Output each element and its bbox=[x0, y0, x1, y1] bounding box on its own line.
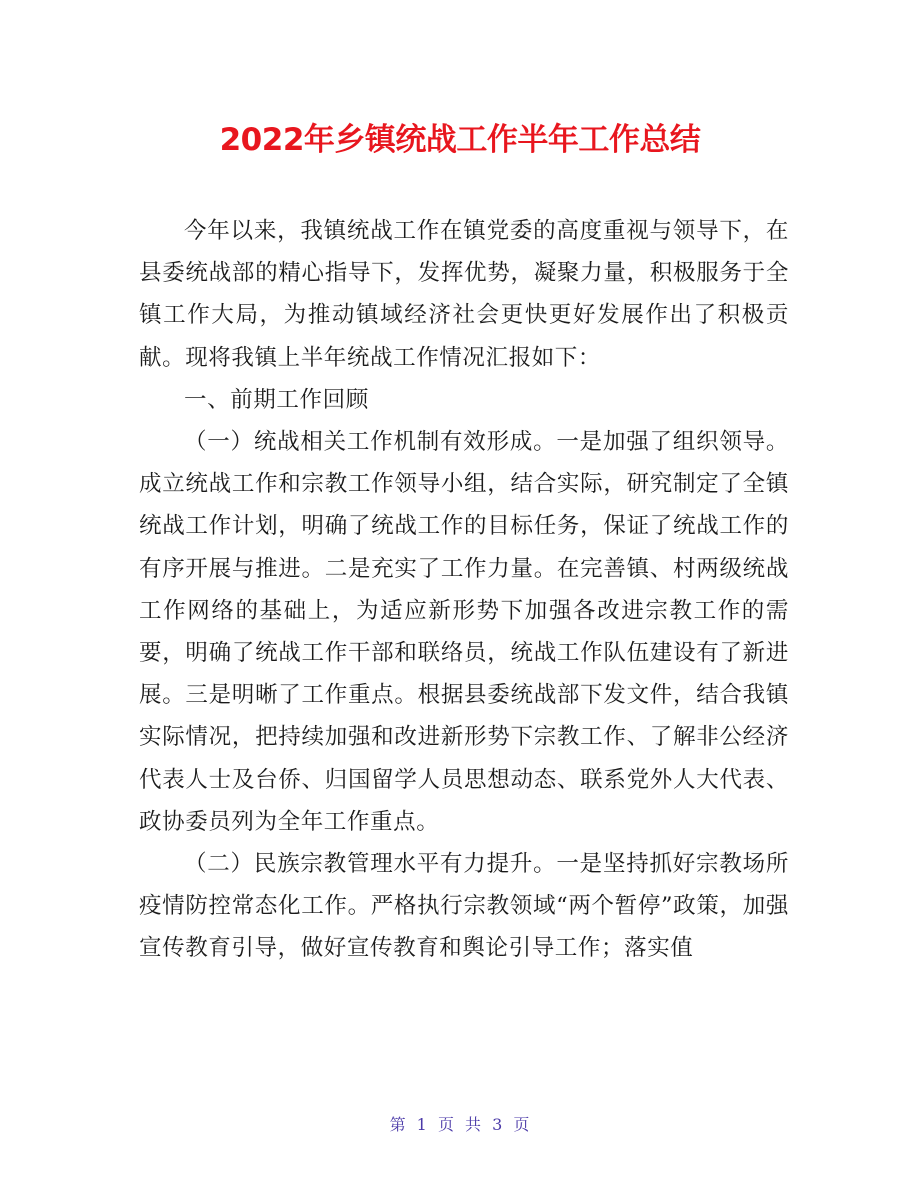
subsection-2-paragraph: （二）民族宗教管理水平有力提升。一是坚持抓好宗教场所疫情防控常态化工作。严格执行宗教领域“两个暂停”政策，加强宣传教育引导，做好宣传教育和舆论引导工作；落实值 bbox=[139, 851, 789, 962]
intro-paragraph: 今年以来，我镇统战工作在镇党委的高度重视与领导下，在县委统战部的精心指导下，发挥优势，凝聚力量，积极服务于全镇工作大局，为推动镇域经济社会更快更好发展作出了积极贡献。现将我镇上半年统战工作情况汇报如下： bbox=[139, 218, 789, 371]
subsection-1-paragraph: （一）统战相关工作机制有效形成。一是加强了组织领导。成立统战工作和宗教工作领导小组，结合实际，研究制定了全镇统战工作计划，明确了统战工作的目标任务，保证了统战工作的有序开展与推进。二是充实了工作力量。在完善镇、村两级统战工作网络的基础上，为适应新形势下加强各改进宗教工作的需要，明确了统战工作干部和联络员，统战工作队伍建设有了新进展。三是明晰了工作重点。根据县委统战部下发文件，结合我镇实际情况，把持续加强和改进新形势下宗教工作、了解非公经济代表人士及台侨、归国留学人员思想动态、联系党外人大代表、政协委员列为全年工作重点。 bbox=[139, 429, 789, 835]
section-heading: 一、前期工作回顾 bbox=[184, 386, 369, 413]
page-footer: 第 1 页 共 3 页 bbox=[389, 1115, 531, 1134]
document-body bbox=[139, 210, 789, 970]
document-title: 2022年乡镇统战工作半年工作总结 bbox=[219, 122, 701, 158]
